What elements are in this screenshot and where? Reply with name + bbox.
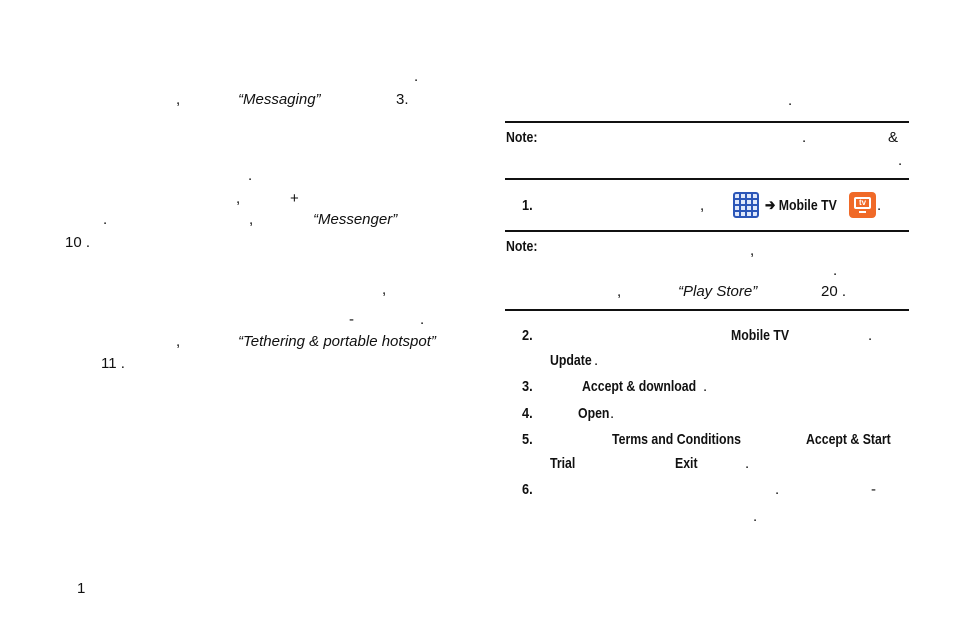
text-fragment: .	[775, 481, 780, 498]
mobile-tv-menu-path[interactable]: ➔ Mobile TV	[765, 197, 837, 214]
text-fragment: ,	[382, 281, 387, 298]
text-fragment: .	[594, 352, 599, 369]
text-fragment: ,	[249, 211, 254, 228]
note-divider-bottom	[505, 178, 909, 180]
text-fragment: -	[349, 311, 354, 328]
mobile-tv-label: Mobile TV	[731, 327, 790, 344]
note-divider-top	[505, 230, 909, 232]
note-divider-top	[505, 121, 909, 123]
step-number: 6.	[522, 481, 533, 498]
text-fragment: .	[877, 197, 882, 214]
trial-label[interactable]: Trial	[550, 455, 576, 472]
text-fragment: .	[788, 92, 793, 109]
terms-and-conditions-label: Terms and Conditions	[612, 431, 741, 448]
note-label: Note:	[506, 238, 538, 255]
text-fragment: &	[888, 129, 899, 146]
step-number: 4.	[522, 405, 533, 422]
text-fragment: .	[898, 152, 903, 169]
note-label: Note:	[506, 129, 538, 146]
apps-icon[interactable]	[733, 192, 759, 218]
text-fragment: .	[610, 405, 615, 422]
page-reference[interactable]: 3.	[396, 91, 409, 108]
text-fragment: .	[745, 455, 750, 472]
note-divider-bottom	[505, 309, 909, 311]
play-store-reference[interactable]: “Play Store”	[678, 283, 758, 300]
text-fragment: ,	[700, 197, 705, 214]
step-number: 5.	[522, 431, 533, 448]
mobile-tv-icon[interactable]	[849, 192, 876, 218]
text-fragment: +	[290, 190, 299, 207]
text-fragment: .	[414, 68, 419, 85]
messenger-reference[interactable]: “Messenger”	[313, 211, 398, 228]
text-fragment: ,	[176, 91, 181, 108]
accept-start-button-label[interactable]: Accept & Start	[806, 431, 891, 448]
step-number: 3.	[522, 378, 533, 395]
text-fragment: ,	[176, 333, 181, 350]
text-fragment: .	[248, 167, 253, 184]
exit-button-label[interactable]: Exit	[675, 455, 698, 472]
tv-stand-icon	[859, 211, 866, 213]
text-fragment: .	[103, 211, 108, 228]
text-fragment: -	[871, 481, 876, 498]
text-fragment: .	[753, 508, 758, 525]
text-fragment: ,	[750, 242, 755, 259]
page-number: 1	[77, 580, 86, 597]
page-reference[interactable]: 10 .	[65, 234, 91, 251]
messaging-reference[interactable]: “Messaging”	[238, 91, 321, 108]
text-fragment: .	[802, 129, 807, 146]
accept-download-button-label[interactable]: Accept & download	[582, 378, 697, 395]
text-fragment: .	[868, 327, 873, 344]
text-fragment: .	[703, 378, 708, 395]
step-number: 1.	[522, 197, 533, 214]
step-number: 2.	[522, 327, 533, 344]
tv-screen-icon: tv	[854, 197, 871, 209]
page-reference[interactable]: 20 .	[821, 283, 847, 300]
text-fragment: ,	[236, 190, 241, 207]
tethering-reference[interactable]: “Tethering & portable hotspot”	[238, 333, 436, 350]
text-fragment: .	[420, 311, 425, 328]
open-button-label[interactable]: Open	[578, 405, 610, 422]
text-fragment: .	[833, 262, 838, 279]
text-fragment: ,	[617, 283, 622, 300]
page-reference[interactable]: 11 .	[101, 355, 125, 372]
update-button-label[interactable]: Update	[550, 352, 592, 369]
